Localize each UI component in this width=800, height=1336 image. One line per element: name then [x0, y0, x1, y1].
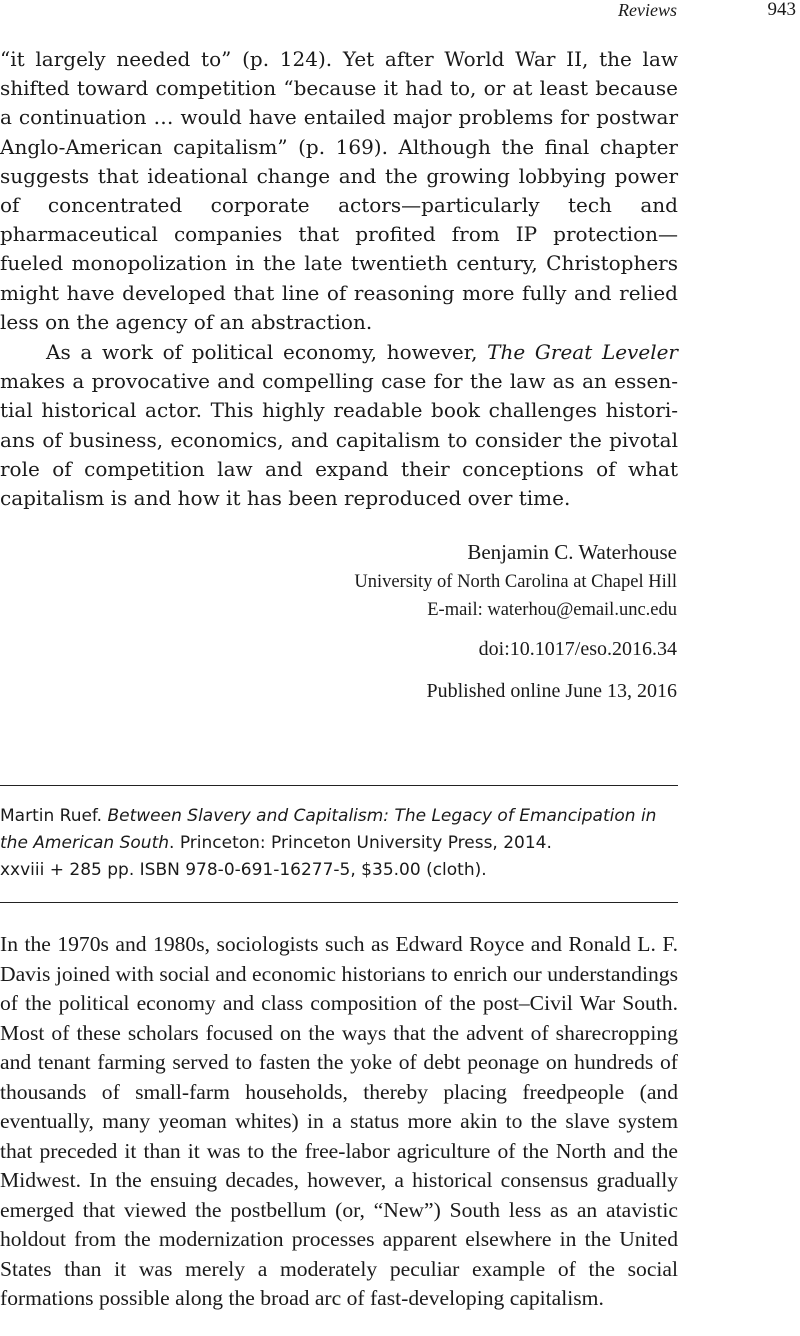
reviewer-email: E-mail: waterhou@email.unc.edu [427, 600, 677, 620]
review2-paragraph-1: In the 1970s and 1980s, sociologists such as Edward Royce and Ronald L. F. Davis joined with social and economic historians to enrich our understandings of the political economy and class composition of the post–Civil War South. Most of these scholars focused on the ways that the advent of sharecropping and tenant farming served to fasten the yoke of debt peonage on hundreds of thousands of small-farm households, thereby placing freedpeople (and eventually, many yeoman whites) in a status more akin to the slave system that preceded it than it was to the free-labor agriculture of the North and the Midwest. In the ensuing decades, however, a historical consensus gradually emerged that viewed the postbellum (or, “New”) South less as an atavistic holdout from the modernization processes apparent elsewhere in the United States than it was merely a moderately peculiar example of the social formations possible along the broad arc of fast-developing capitalism. [0, 932, 678, 1310]
review1-paragraph-2 [0, 338, 678, 513]
citation-bottom-rule [0, 902, 678, 903]
paragraph-2-rest: makes a provocative and compelling case for the law as an essential historical actor. This highly readable book challenges historians of business, economics, and capitalism to consider the pivotal role of competition law and expand their conceptions of what capitalism is and how it has been reproduced over time. [0, 369, 678, 511]
page-number: 943 [767, 0, 796, 20]
reviewer-name: Benjamin C. Waterhouse [467, 540, 677, 564]
citation-details: xxviii + 285 pp. ISBN 978-0-691-16277-5, $35.00 (cloth). [0, 860, 487, 880]
book-title-great-leveler: The Great Leveler [487, 340, 678, 364]
citation-publisher: . Princeton: Princeton University Press, 2014. [169, 833, 552, 853]
paragraph-2-lead: As a work of political economy, however, [46, 340, 488, 364]
review-doi: doi:10.1017/eso.2016.34 [478, 638, 677, 660]
citation-book-title: Between Slavery and Capitalism: The Legacy of Emancipation in the American South [0, 806, 657, 853]
published-date: Published online June 13, 2016 [426, 680, 677, 702]
running-header-section: Reviews [618, 0, 677, 20]
citation-top-rule [0, 785, 678, 786]
reviewer-affiliation: University of North Carolina at Chapel Hill [354, 572, 677, 592]
citation-author: Martin Ruef. [0, 806, 108, 826]
review1-paragraph-1: “it largely needed to” (p. 124). Yet after World War II, the law shifted toward competition “because it had to, or at least because a continuation … would have entailed major problems for postwar Anglo-American capitalism” (p. 169). Although the final chapter suggests that ideational change and the growing lobbying power of concentrated corporate actors—particularly tech and pharmaceutical companies that profited from IP protection—fueled monopolization in the late twentieth century, Christophers might have developed that line of reasoning more fully and relied less on the agency of an abstraction. [0, 47, 678, 334]
book-citation [0, 803, 678, 884]
